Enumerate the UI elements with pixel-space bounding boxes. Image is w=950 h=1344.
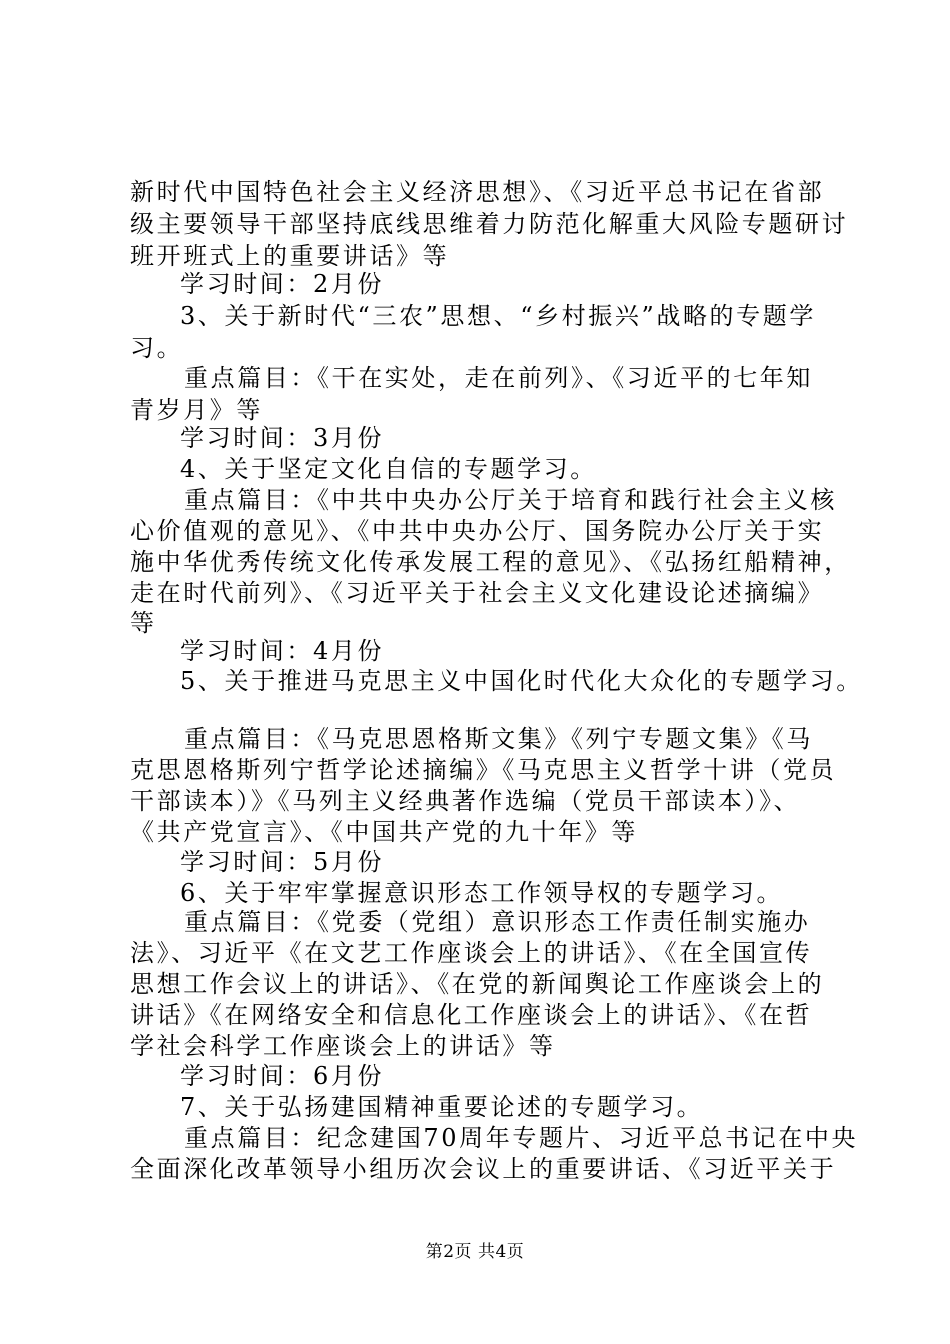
text-line: 《共产党宣言》、《中国共产党的九十年》等 xyxy=(130,818,638,846)
text-line: 重点篇目：《党委（党组）意识形态工作责任制实施办 xyxy=(184,908,811,936)
text-line: 青岁月》等 xyxy=(130,396,263,424)
text-line: 克思恩格斯列宁哲学论述摘编》《马克思主义哲学十讲（党员 xyxy=(130,756,837,784)
text-line: 6、关于牢牢掌握意识形态工作领导权的专题学习。 xyxy=(180,879,784,907)
text-line: 学习时间：2月份 xyxy=(180,270,385,298)
text-line: 施中华优秀传统文化传承发展工程的意见》、《弘扬红船精神， xyxy=(130,548,851,576)
text-line: 4、关于坚定文化自信的专题学习。 xyxy=(180,455,597,483)
text-line: 学习时间：6月份 xyxy=(180,1062,385,1090)
text-line: 学习时间：3月份 xyxy=(180,424,385,452)
text-line: 新时代中国特色社会主义经济思想》、《习近平总书记在省部 xyxy=(130,178,825,206)
text-line: 重点篇目：纪念建国70周年专题片、习近平总书记在中央 xyxy=(184,1124,859,1152)
text-line: 重点篇目：《干在实处，走在前列》、《习近平的七年知 xyxy=(184,364,813,392)
text-line: 讲话》《在网络安全和信息化工作座谈会上的讲话》、《在哲 xyxy=(130,1001,813,1029)
text-line: 重点篇目：《马克思恩格斯文集》《列宁专题文集》《马 xyxy=(184,725,813,753)
text-line: 法》、习近平《在文艺工作座谈会上的讲话》、《在全国宣传 xyxy=(130,939,813,967)
text-line: 干部读本）》《马列主义经典著作选编（党员干部读本）》、 xyxy=(130,787,801,815)
text-line: 7、关于弘扬建国精神重要论述的专题学习。 xyxy=(180,1093,704,1121)
text-line: 重点篇目：《中共中央办公厅关于培育和践行社会主义核 xyxy=(184,486,837,514)
text-line: 班开班式上的重要讲话》等 xyxy=(130,242,450,270)
text-line: 级主要领导干部坚持底线思维着力防范化解重大风险专题研讨 xyxy=(130,210,849,238)
text-line: 习。 xyxy=(130,334,184,362)
text-line: 思想工作会议上的讲话》、《在党的新闻舆论工作座谈会上的 xyxy=(130,970,825,998)
text-line: 全面深化改革领导小组历次会议上的重要讲话、《习近平关于 xyxy=(130,1155,837,1183)
text-line: 走在时代前列》、《习近平关于社会主义文化建设论述摘编》 xyxy=(130,579,825,607)
page-number-footer: 第2页 共4页 xyxy=(425,1242,525,1262)
text-line: 学习时间：5月份 xyxy=(180,848,385,876)
text-line: 心价值观的意见》、《中共中央办公厅、国务院办公厅关于实 xyxy=(130,517,825,545)
text-line: 等 xyxy=(130,609,157,637)
text-line: 3、关于新时代“三农”思想、“乡村振兴”战略的专题学 xyxy=(180,302,816,330)
text-line: 5、关于推进马克思主义中国化时代化大众化的专题学习。 xyxy=(180,667,863,695)
text-line: 学习时间：4月份 xyxy=(180,637,385,665)
text-line: 学社会科学工作座谈会上的讲话》等 xyxy=(130,1032,556,1060)
